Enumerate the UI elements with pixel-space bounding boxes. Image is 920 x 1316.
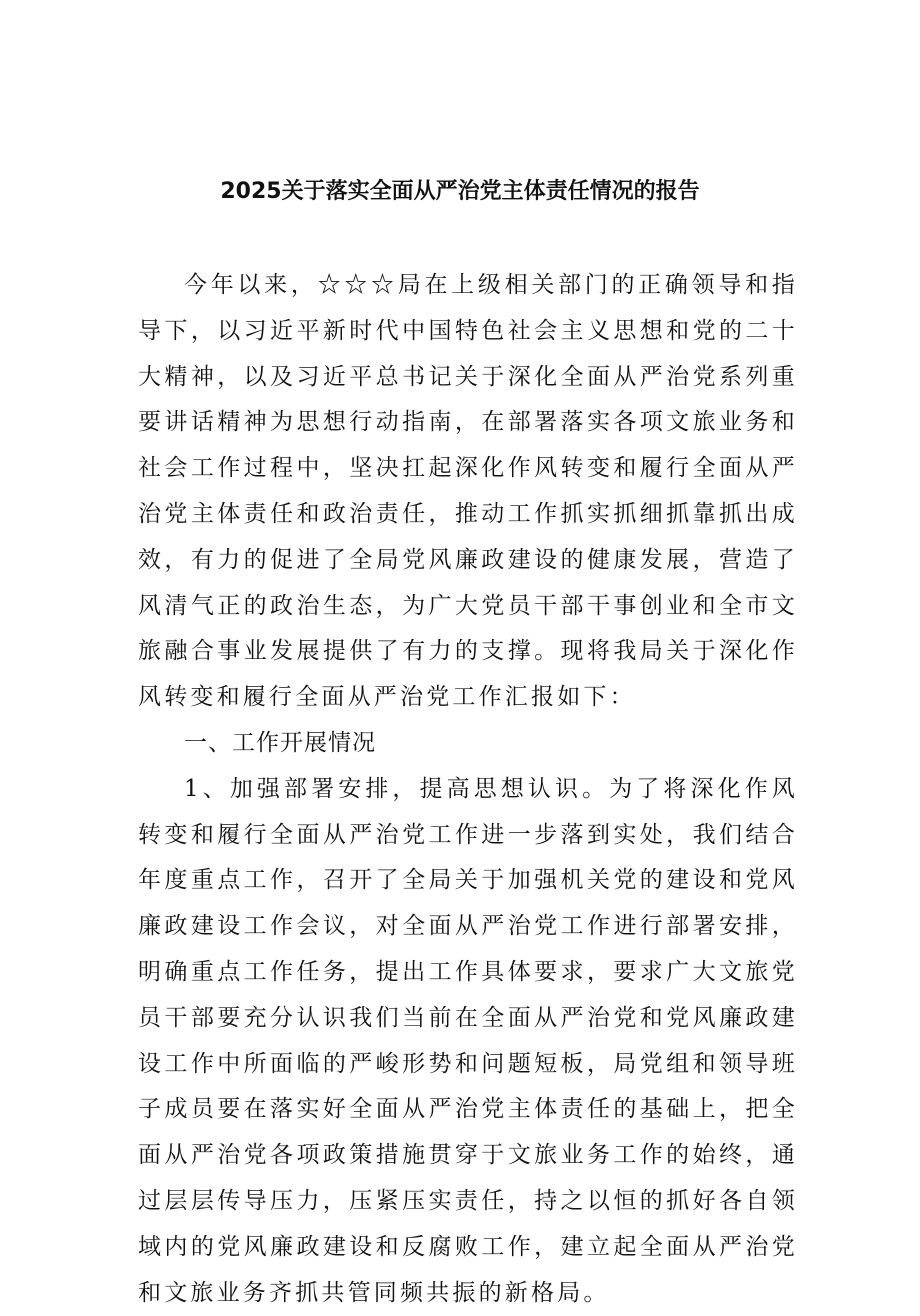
section-heading: 一、工作开展情况 <box>184 729 376 756</box>
document-body <box>138 263 798 1316</box>
intro-paragraph: 今年以来，☆☆☆局在上级相关部门的正确领导和指导下，以习近平新时代中国特色社会主义思想和党的二十大精神，以及习近平总书记关于深化全面从严治党系列重要讲话精神为思想行动指南，在部署落实各项文旅业务和社会工作过程中，坚决扛起深化作风转变和履行全面从严治党主体责任和政治责任，推动工作抓实抓细抓靠抓出成效，有力的促进了全局党风廉政建设的健康发展，营造了风清气正的政治生态，为广大党员干部干事创业和全市文旅融合事业发展提供了有力的支撑。现将我局关于深化作风转变和履行全面从严治党工作汇报如下： <box>138 272 798 711</box>
document-title: 2025关于落实全面从严治党主体责任情况的报告 <box>220 179 700 204</box>
item-paragraph: 1、加强部署安排，提高思想认识。为了将深化作风转变和履行全面从严治党工作进一步落到实处，我们结合年度重点工作，召开了全局关于加强机关党的建设和党风廉政建设工作会议，对全面从严治党工作进行部署安排，明确重点工作任务，提出工作具体要求，要求广大文旅党员干部要充分认识我们当前在全面从严治党和党风廉政建设工作中所面临的严峻形势和问题短板，局党组和领导班子成员要在落实好全面从严治党主体责任的基础上，把全面从严治党各项政策措施贯穿于文旅业务工作的始终，通过层层传导压力，压紧压实责任，持之以恒的抓好各自领域内的党风廉政建设和反腐败工作，建立起全面从严治党和文旅业务齐抓共管同频共振的新格局。 <box>138 775 798 1306</box>
